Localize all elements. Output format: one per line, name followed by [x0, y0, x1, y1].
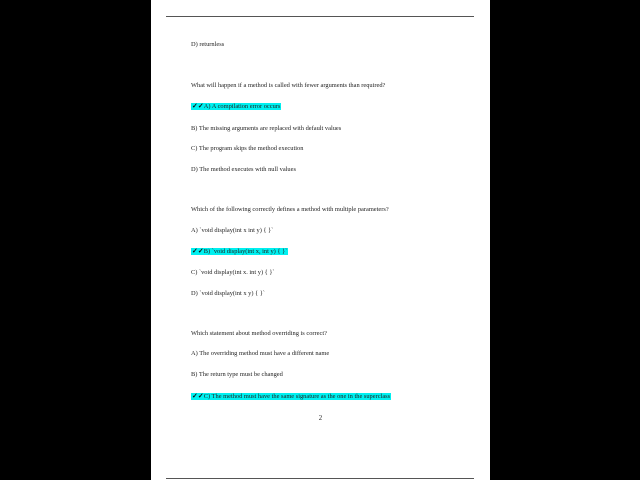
question-1-option-b: B) The missing arguments are replaced with default values	[191, 125, 342, 132]
question-1-option-a-text: A) A compilation error occurs	[203, 103, 281, 110]
top-rule	[166, 16, 474, 17]
checkmark-icon: ✓✓	[192, 392, 204, 400]
question-3-option-a: A) The overriding method must have a different name	[191, 350, 330, 357]
checkmark-icon: ✓✓	[192, 102, 204, 110]
question-2-option-b-correct	[191, 247, 288, 256]
bottom-rule	[166, 478, 474, 479]
document-page	[151, 0, 490, 480]
question-1-option-d: D) The method executes with null values	[191, 166, 296, 173]
checkmark-icon: ✓✓	[192, 247, 204, 255]
question-3: Which statement about method overriding is correct?	[191, 330, 327, 337]
answer-option-d-prev: D) returnless	[191, 41, 225, 48]
question-1-option-c: C) The program skips the method execution	[191, 145, 304, 152]
correct-answer-highlight	[191, 248, 288, 255]
correct-answer-highlight	[191, 103, 281, 110]
page-number: 2	[318, 415, 323, 422]
question-3-option-c-text: C) The method must have the same signature as the one in the superclass	[203, 393, 391, 400]
question-3-option-c-correct	[191, 392, 391, 401]
correct-answer-highlight	[191, 393, 391, 400]
question-2-option-d: D) `void display(int x y) { }`	[191, 290, 265, 297]
question-2-option-a: A) `void display(int x int y) { }`	[191, 227, 274, 234]
question-2-option-c: C) `void display(int x. int y) { }`	[191, 269, 275, 276]
question-1: What will happen if a method is called with fewer arguments than required?	[191, 82, 386, 89]
question-1-option-a-correct	[191, 102, 281, 111]
question-3-option-b: B) The return type must be changed	[191, 371, 283, 378]
question-2: Which of the following correctly defines a method with multiple parameters?	[191, 206, 389, 213]
question-2-option-b-text: B) `void display(int x, int y) { }`	[203, 248, 288, 255]
